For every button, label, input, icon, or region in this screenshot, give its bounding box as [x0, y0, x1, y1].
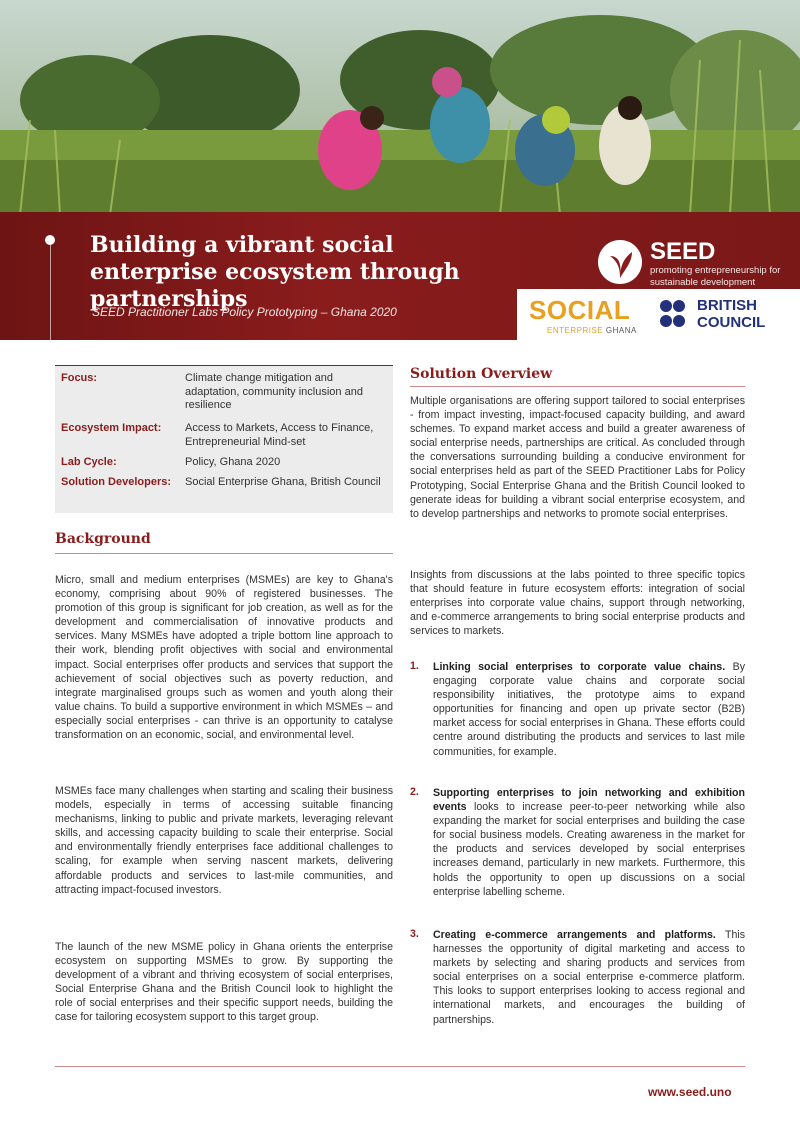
solution-overview-heading: Solution Overview [410, 366, 553, 382]
farmers-field-photo [0, 0, 800, 215]
title-accent-line [50, 245, 51, 340]
partner-logos [517, 289, 800, 340]
solution-heading-rule [410, 386, 745, 387]
british-council-logo [659, 295, 799, 335]
british-council-name: BRITISH COUNCIL [697, 297, 766, 331]
background-heading: Background [55, 531, 151, 547]
social-enterprise-sub: ENTERPRISE GHANA [547, 326, 637, 335]
british-council-dots-icon [659, 297, 695, 333]
project-info-table: Focus: Climate change mitigation and adaptation, community inclusion and resilience Ecosystem Impact: Access to Markets, Access to Finance, Entrepreneurial Mind-set Lab Cycle: Policy, Ghana 2020 Solution Developers: Social Enterprise Ghana, British Council [55, 365, 393, 513]
page-title: Building a vibrant social enterprise ecosystem through partnerships [90, 232, 460, 312]
background-paragraph-2: MSMEs face many challenges when starting and scaling their business models, especially in terms of accessing suitable financing mechanisms, linking to public and private markets, leveraging relevant skills, and accessing capacity building to scale their enterprise. Social and environmentally friendly enterprises face additional challenges to scaling, for example when serving nascent markets, delivering affordable products and services to last-mile communities, and attracting impact-focused investors. [55, 785, 393, 896]
seed-logo [598, 238, 788, 290]
social-enterprise-ghana-logo [529, 293, 649, 337]
background-paragraph-3: The launch of the new MSME policy in Ghana orients the enterprise ecosystem on supporting MSMEs to grow. By supporting the development of a vibrant and thriving ecosystem of social enterprises, Social Enterprise Ghana and the British Council look to highlight the role of social enterprises and their specific support needs, building the case for tailoring ecosystem support to this target group. [55, 941, 393, 1024]
seed-tagline: promoting entrepreneurship for sustainable development [650, 265, 781, 288]
social-enterprise-main: SOCIAL [529, 295, 631, 325]
background-heading-rule [55, 553, 393, 554]
seed-leaf-icon [598, 240, 642, 284]
footer-website-link[interactable]: www.seed.uno [648, 1085, 732, 1099]
title-bullet-dot [45, 235, 55, 245]
background-paragraph-1: Micro, small and medium enterprises (MSMEs) are key to Ghana's economy, comprising about 90% of registered businesses. The promotion of this group is significant for job creation, as well as for the development and commercialisation of innovative products and services. Many MSMEs have adopted a triple bottom line approach to their work, blending profit objectives with social and environmental impact. Social enterprises offer products and services that support the achievement of social objectives such as poverty reduction, and integrate marginalised groups such as women and youth along their value chains. To build a supportive environment in which MSMEs – and especially social enterprises - can thrive is an opportunity to catalyse transformation on an economic, social, and environmental level. [55, 574, 393, 742]
hero-header [0, 0, 800, 340]
footer-rule [55, 1066, 745, 1067]
solution-paragraph-2: Insights from discussions at the labs pointed to three specific topics that should feature in future ecosystem efforts: integration of social enterprises into corporate value chains, support through networking, and e-commerce arrangements to bring social enterprise products and services to markets. [410, 569, 745, 638]
page-subtitle: SEED Practitioner Labs Policy Prototyping – Ghana 2020 [92, 305, 397, 319]
seed-name: SEED [650, 238, 716, 265]
solution-paragraph-1: Multiple organisations are offering support tailored to social enterprises - from impact investing, impact-focused capacity building, and award schemes. To expand market access and build a greater awareness of social enterprise needs, partnerships are critical. As concluded through the conversations surrounding building a conducive environment for social enterprises held as part of the SEED Practitioner Labs for Policy Prototyping, Social Enterprise Ghana and the British Council looked to generate ideas for building a vibrant social enterprise ecosystem, and to develop partnerships and networks to promote social enterprises. [410, 395, 745, 520]
